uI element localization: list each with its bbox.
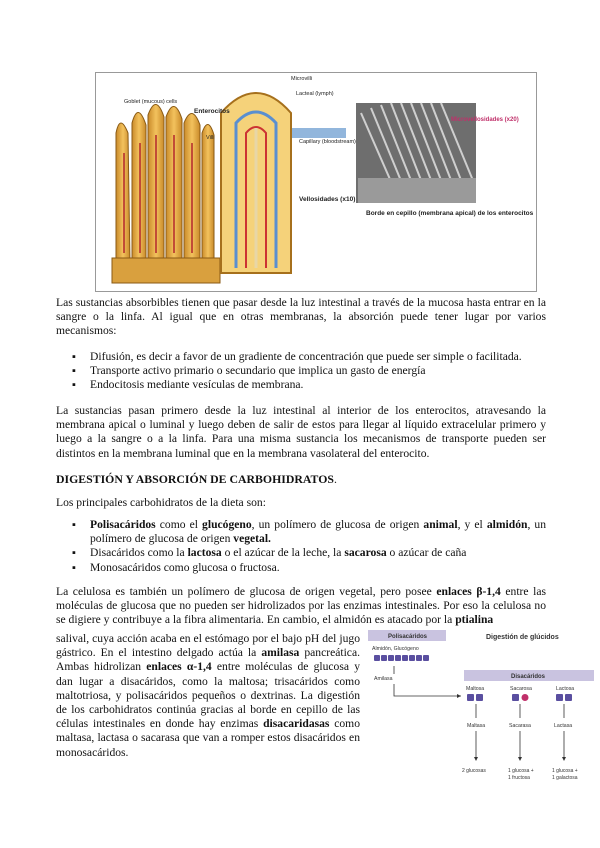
result-label: 2 glucosas [462,768,486,774]
section-heading-block [56,472,546,487]
enzyme-label: Maltasa [467,723,486,729]
paragraph-cellulose: La celulosa es también un polímero de glucosa de origen vegetal, pero posee enlaces β-1,4 entre las moléculas de glucosa que no pueden ser hidrolizados por las enzimas intestinales. Por eso la celulosa no se digiere y contribuye a la fibra alimentaria. En cambio, el almidón es atacado por la ptialina [56,585,546,627]
paragraph-carbs-intro: Los principales carbohidratos de la dieta son: [56,496,266,509]
result-label-2: 1 galactosa [552,775,578,781]
col-lactosa [552,686,578,781]
label-enterocitos: Enterocitos [194,108,230,115]
enterocyte-paragraph-block [56,404,546,461]
mechanisms-list-block [56,350,546,393]
label-borde: Borde en cepillo (membrana apical) de los enterocitos [366,210,534,217]
disac-header: Disacáridos [511,674,546,680]
mechanisms-list [56,350,546,393]
col-sacarosa [508,686,534,781]
label-capillary: Capillary (bloodstream) [299,139,356,145]
sugar-label: Sacarosa [510,686,532,692]
single-villus-drawing [221,93,291,273]
enzyme-label: Lactasa [554,723,573,729]
list-item-monosacaridos: ▪ Monosacáridos como glucosa o fructosa. [90,561,546,575]
villi-illustration [96,73,536,291]
poly-subtitle: Almidón, Glucógeno [372,646,419,652]
poly-bead-chain [374,655,429,661]
poly-header: Polisacáridos [388,634,428,640]
carbohydrate-digestion-diagram [366,630,596,792]
label-microvilli: Microvilli [291,76,313,82]
paragraph-amylase: salival, cuya acción acaba en el estómago por el bajo pH del jugo gástrico. En el intestino delgado actúa la amilasa pancreática. Ambas hidrolizan enlaces α-1,4 entre moléculas de glucosa y dan lugar a disacáridos, como la maltosa; trisacáridos como maltotriosa, y polisacáridos pequeños o dextrinas. La digestión de los carbohidratos continúa gracias al borde en cepillo de las células intestinales en donde hay enzimas disacaridasas como maltasa, lactasa o sacarasa que van a romper estos disacáridos en monosacáridos. [56,632,360,759]
label-goblet: Goblet (mucous) cells [124,99,178,105]
list-item: ▪ Difusión, es decir a favor de un gradiente de concentración que puede ser simple o facilitada. [90,350,546,364]
cellulose-paragraph-block [56,585,546,628]
carbs-intro-block [56,496,546,510]
heading-dot: . [333,472,337,486]
label-microvellosidades: Microvellosidades (x20) [451,117,519,123]
result-label: 1 glucosa + [508,768,534,774]
carbs-list [56,518,546,575]
amylase-paragraph-block [56,632,360,760]
enzyme-label: Sacarasa [509,723,531,729]
heading-text: DIGESTIÓN Y ABSORCIÓN DE CARBOHIDRATOS [56,472,334,486]
section-heading [56,472,546,487]
intro-paragraph-block [56,296,546,339]
list-item-disacaridos: ▪ Disacáridos como la lactosa o el azúcar de la leche, la sacarosa o azúcar de caña [90,546,546,560]
list-item: ▪ Endocitosis mediante vesículas de membrana. [90,378,546,392]
villi-block-drawing [112,104,220,283]
col-maltosa [462,686,486,774]
sugar-label: Lactosa [556,686,575,692]
amilasa-label: Amilasa [374,676,393,682]
paragraph-enterocytes: La sustancias pasan primero desde la luz intestinal al interior de los enterocitos, atravesando la membrana apical o luminal y luego deben de salir de estos para llegar al líquido extracelular primero y luego a la sangre o a la linfa. Para una misma sustancia los mecanismos de transporte pueden ser distintos en la membrana luminal que en la membrana vasolateral del enterocito. [56,404,546,460]
sugar-label: Maltosa [466,686,485,692]
label-vellosidades: Vellosidades (x10) [299,196,356,203]
list-item-polisacaridos: ▪ Polisacáridos como el glucógeno, un polímero de glucosa de origen animal, y el almidón, un polímero de glucosa de origen vegetal. [90,518,546,546]
carbs-list-block [56,518,546,575]
paragraph-absorption: Las sustancias absorbibles tienen que pasar desde la luz intestinal a través de la mucosa hasta entrar en la sangre o la linfa. Al igual que en otras membranas, la absorción puede tener lugar por varios mecanismos: [56,296,546,338]
list-item: ▪ Transporte activo primario o secundario que implica un gasto de energía [90,364,546,378]
label-lacteal: Lacteal (lymph) [296,91,334,97]
villi-figure [95,72,537,292]
label-villi: Villi [206,135,215,141]
digestion-diagram-svg [366,630,596,792]
diagram-title: Digestión de glúcidos [486,634,559,641]
result-label: 1 glucosa + [552,768,578,774]
amilasa-arrow [394,666,461,696]
result-label-2: 1 fructosa [508,775,530,781]
